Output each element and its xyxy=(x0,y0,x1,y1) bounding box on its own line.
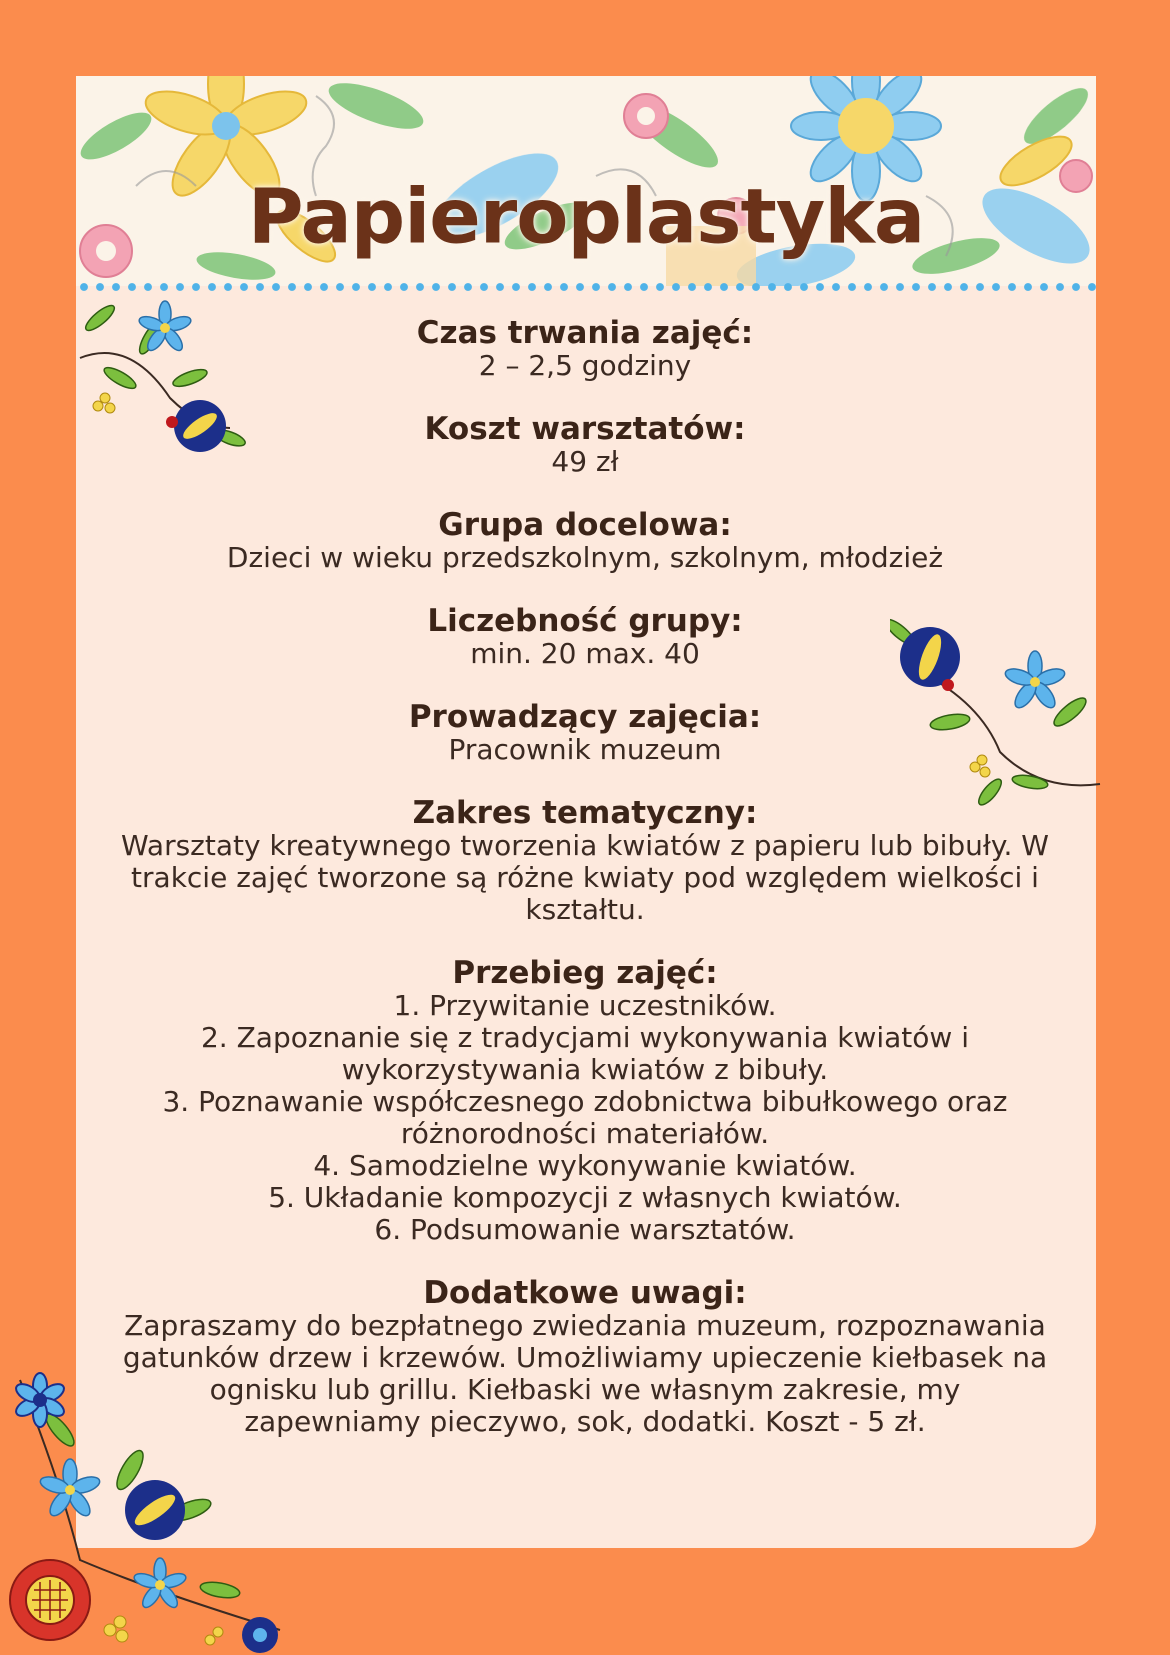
value-line: Pracownik muzeum xyxy=(448,733,722,766)
section-value xyxy=(120,830,1050,926)
workshop-details xyxy=(120,316,1050,1468)
page-title: Papieroplastyka xyxy=(247,171,925,261)
agenda-item: 4. Samodzielne wykonywanie kwiatów. xyxy=(313,1149,857,1182)
section-label: Dodatkowe uwagi: xyxy=(423,1275,747,1311)
section-value xyxy=(120,638,1050,670)
section-scope xyxy=(120,796,1050,926)
section-notes xyxy=(120,1276,1050,1438)
section-label: Przebieg zajęć: xyxy=(452,955,718,991)
section-label: Koszt warsztatów: xyxy=(424,411,746,447)
value-line: Warsztaty kreatywnego tworzenia kwiatów z papieru lub bibuły. W trakcie zajęć tworzone są różne kwiaty pod względem wielkości i kształtu. xyxy=(121,829,1049,926)
section-cost xyxy=(120,412,1050,478)
section-label: Grupa docelowa: xyxy=(438,507,732,543)
agenda-item: 3. Poznawanie współczesnego zdobnictwa bibułkowego oraz różnorodności materiałów. xyxy=(162,1085,1008,1150)
section-agenda xyxy=(120,956,1050,1246)
section-value xyxy=(120,1310,1050,1438)
section-label: Czas trwania zajęć: xyxy=(416,315,754,351)
value-line: Dzieci w wieku przedszkolnym, szkolnym, młodzież xyxy=(226,541,944,574)
section-label: Liczebność grupy: xyxy=(427,603,743,639)
section-value xyxy=(120,542,1050,574)
agenda-item: 5. Układanie kompozycji z własnych kwiatów. xyxy=(268,1181,902,1214)
section-value xyxy=(120,990,1050,1246)
section-label: Zakres tematyczny: xyxy=(412,795,758,831)
value-line: 2 – 2,5 godziny xyxy=(478,349,692,382)
section-duration xyxy=(120,316,1050,382)
value-line: min. 20 max. 40 xyxy=(470,637,700,670)
section-instructor xyxy=(120,700,1050,766)
agenda-item: 6. Podsumowanie warsztatów. xyxy=(374,1213,796,1246)
value-line: Zapraszamy do bezpłatnego zwiedzania muzeum, rozpoznawania gatunków drzew i krzewów. Umożliwiamy upieczenie kiełbasek na ognisku lub grillu. Kiełbaski we własnym zakresie, my zapewniamy pieczywo, sok, dodatki. Koszt - 5 zł. xyxy=(122,1309,1048,1438)
section-value xyxy=(120,350,1050,382)
value-line: 49 zł xyxy=(551,445,619,478)
agenda-item: 2. Zapoznanie się z tradycjami wykonywania kwiatów i wykorzystywania kwiatów z bibuły. xyxy=(200,1021,969,1086)
agenda-item: 1. Przywitanie uczestników. xyxy=(393,989,777,1022)
section-target-group xyxy=(120,508,1050,574)
section-value xyxy=(120,734,1050,766)
section-label: Prowadzący zajęcia: xyxy=(408,699,762,735)
section-value xyxy=(120,446,1050,478)
floral-banner xyxy=(76,76,1096,286)
section-group-size xyxy=(120,604,1050,670)
